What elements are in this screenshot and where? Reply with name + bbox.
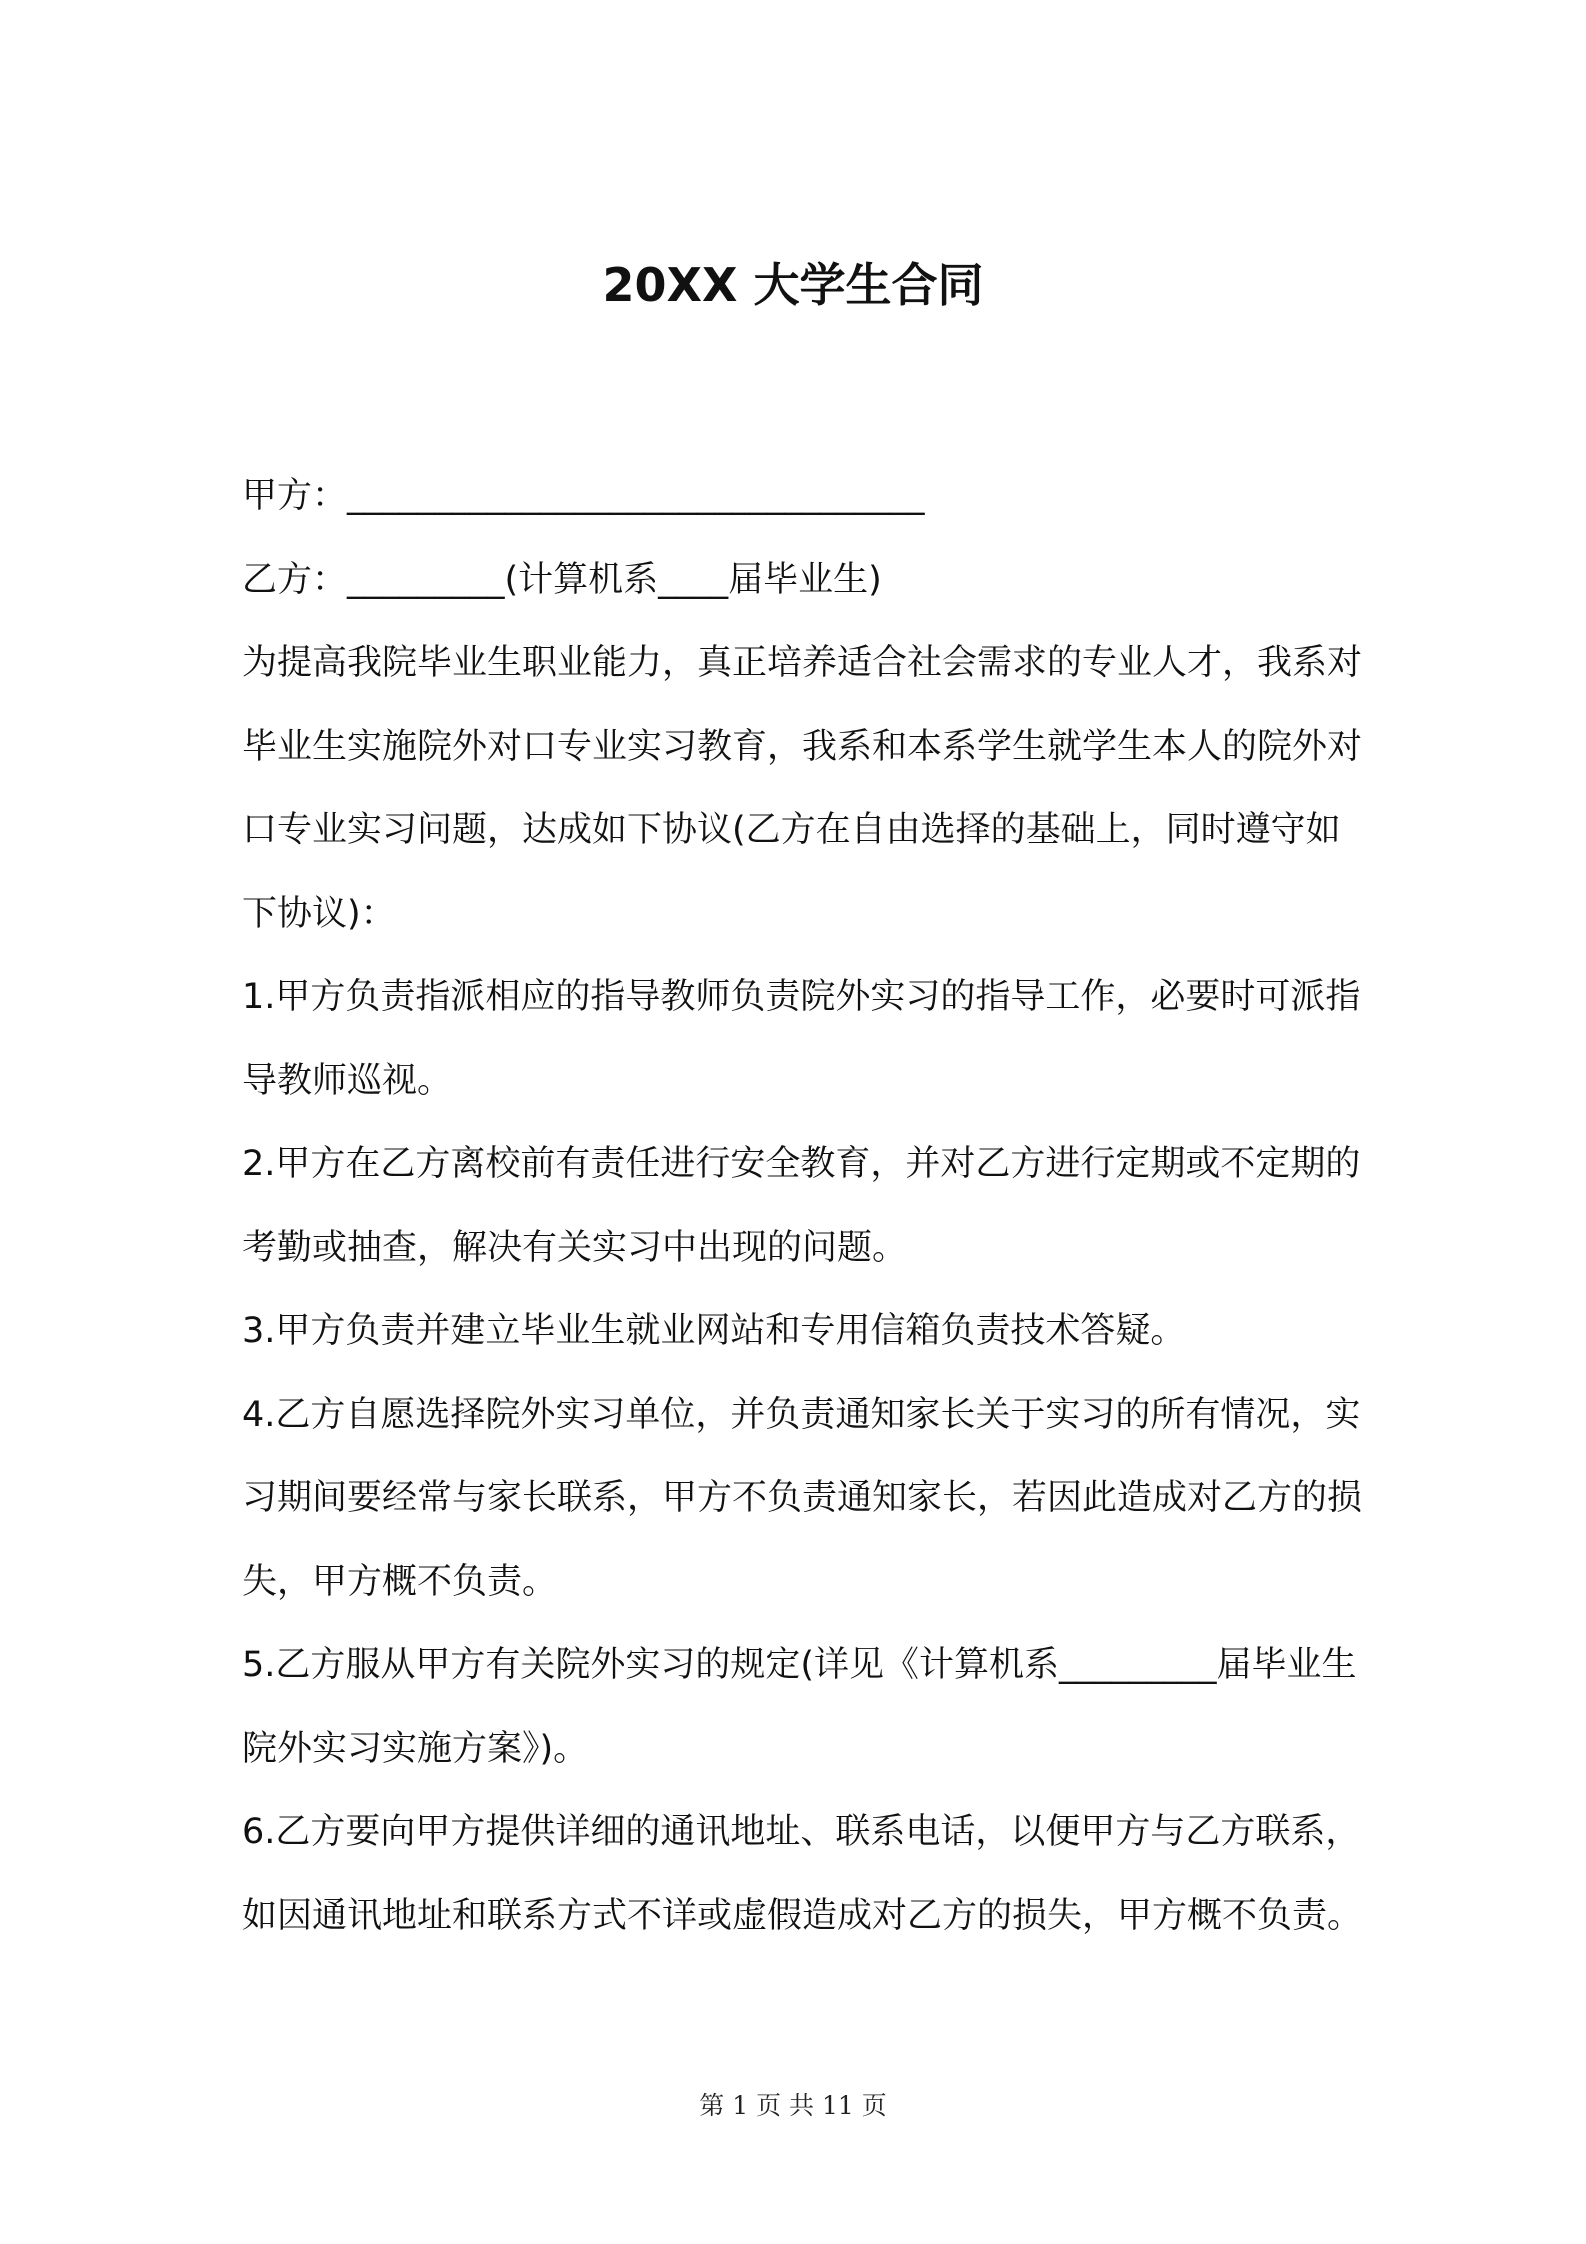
clause-6: 6.乙方要向甲方提供详细的通讯地址、联系电话，以便甲方与乙方联系，如因通讯地址和联系方式不详或虚假造成对乙方的损失，甲方概不负责。 bbox=[242, 1812, 1363, 1936]
page-number-footer: 第 1 页 共 11 页 bbox=[699, 2091, 887, 2120]
clause-2: 2.甲方在乙方离校前有责任进行安全教育，并对乙方进行定期或不定期的考勤或抽查，解决有关实习中出现的问题。 bbox=[242, 1144, 1361, 1268]
document-body bbox=[242, 455, 1372, 1958]
document-title: 20XX 大学生合同 bbox=[602, 258, 984, 312]
party-a-line: 甲方：_________________________________ bbox=[242, 476, 925, 516]
clause-4: 4.乙方自愿选择院外实习单位，并负责通知家长关于实习的所有情况，实习期间要经常与家长联系，甲方不负责通知家长，若因此造成对乙方的损失，甲方概不负责。 bbox=[242, 1394, 1363, 1602]
clause-5: 5.乙方服从甲方有关院外实习的规定(详见《计算机系_________届毕业生院外实习实施方案》)。 bbox=[242, 1645, 1357, 1769]
clause-1: 1.甲方负责指派相应的指导教师负责院外实习的指导工作，必要时可派指导教师巡视。 bbox=[242, 977, 1361, 1101]
clause-3: 3.甲方负责并建立毕业生就业网站和专用信箱负责技术答疑。 bbox=[242, 1311, 1186, 1351]
party-b-line: 乙方：_________(计算机系____届毕业生) bbox=[242, 559, 882, 600]
intro-paragraph: 为提高我院毕业生职业能力，真正培养适合社会需求的专业人才，我系对毕业生实施院外对口专业实习教育，我系和本系学生就学生本人的院外对口专业实习问题，达成如下协议(乙方在自由选择的基础上，同时遵守如下协议)： bbox=[242, 643, 1363, 934]
